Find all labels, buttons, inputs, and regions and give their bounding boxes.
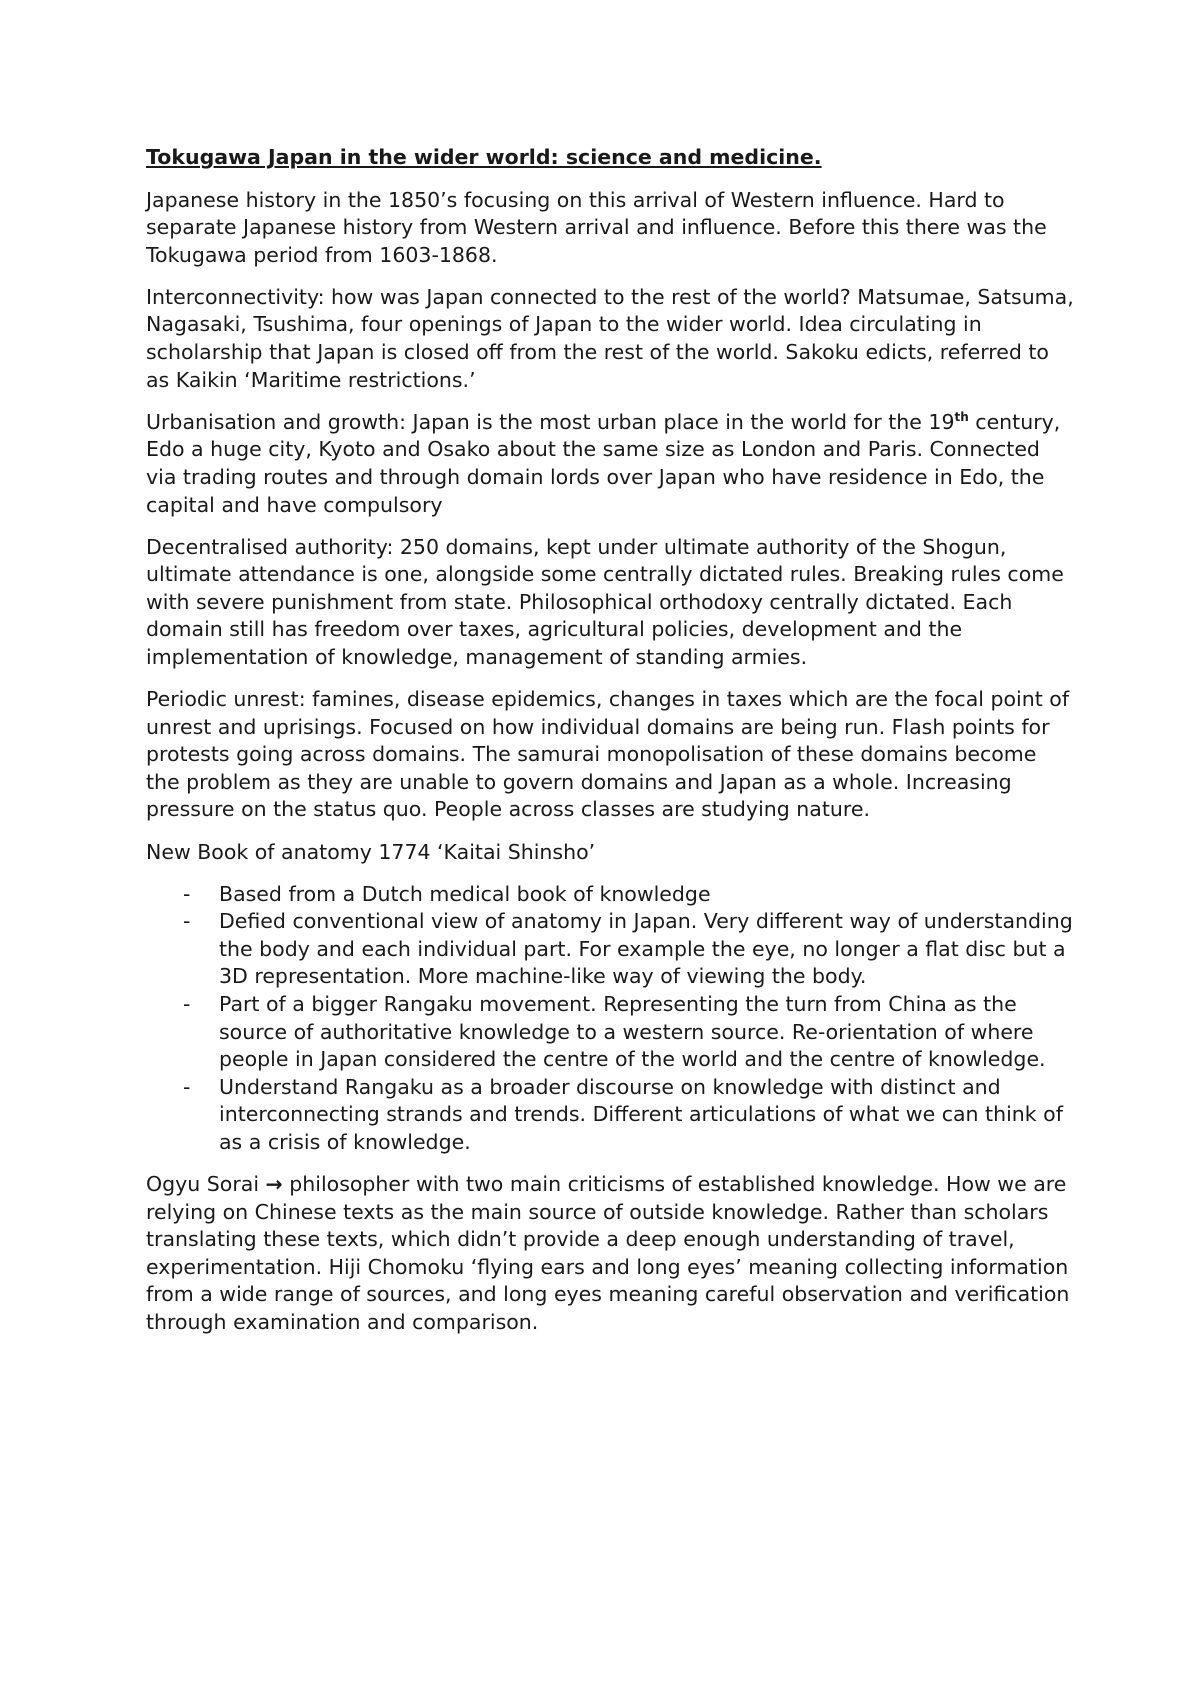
paragraph-interconnectivity: Interconnectivity: how was Japan connected to the rest of the world? Matsumae, Satsuma, Nagasaki, Tsushima, four openings of Japan to the wider world. Idea circulating in scholarship that Japan is closed off from the rest of the world. Sakoku edicts, referred to as Kaikin ‘Maritime restrictions.’ bbox=[146, 284, 1074, 392]
list-item-text: Part of a bigger Rangaku movement. Representing the turn from China as the source of authoritative knowledge to a western source. Re-orientation of where people in Japan considered the centre of the world and the centre of knowledge. bbox=[219, 992, 1046, 1072]
paragraph-urbanisation-text-start: Urbanisation and growth: Japan is the most urban place in the world for the 19 bbox=[146, 409, 955, 434]
list-item bbox=[146, 908, 1076, 991]
dash-bullet: - bbox=[183, 909, 191, 934]
paragraph-urbanisation bbox=[146, 409, 1076, 519]
right-arrow-icon: → bbox=[265, 1172, 283, 1197]
paragraph-periodic-unrest: Periodic unrest: famines, disease epidemics, changes in taxes which are the focal point of unrest and uprisings. Focused on how individual domains are being run. Flash points for protests going across domains. The samurai monopolisation of these domains become the problem as they are unable to govern domains and Japan as a whole. Increasing pressure on the status quo. People across classes are studying nature. bbox=[146, 687, 1070, 822]
dash-bullet: - bbox=[183, 992, 191, 1017]
list-item-text: Understand Rangaku as a broader discourse on knowledge with distinct and interconnecting strands and trends. Different articulations of what we can think of as a crisis of knowledge. bbox=[219, 1074, 1063, 1154]
paragraph-ogyu-sorai-text-start: Ogyu Sorai bbox=[146, 1172, 266, 1197]
list-item-text: Defied conventional view of anatomy in Japan. Very different way of understanding the body and each individual part. For example the eye, no longer a flat disc but a 3D representation. More machine-like way of viewing the body. bbox=[219, 909, 1073, 989]
paragraph-urbanisation-text-end: century, Edo a huge city, Kyoto and Osako about the same size as London and Paris. Connected via trading routes and through domain lords over Japan who have residence in Edo, the capital and have compulsory bbox=[146, 409, 1061, 517]
list-item bbox=[146, 881, 1076, 909]
paragraph-decentralised-authority: Decentralised authority: 250 domains, kept under ultimate authority of the Shogun, ultimate attendance is one, alongside some centrally dictated rules. Breaking rules come with severe punishment from state. Philosophical orthodoxy centrally dictated. Each domain still has freedom over taxes, agricultural policies, development and the implementation of knowledge, management of standing armies. bbox=[146, 534, 1064, 669]
document-title: Tokugawa Japan in the wider world: science and medicine. bbox=[146, 145, 822, 169]
dash-bullet: - bbox=[183, 1074, 191, 1099]
paragraph-ogyu-sorai bbox=[146, 1171, 1076, 1337]
list-item-text: Based from a Dutch medical book of knowledge bbox=[219, 881, 711, 906]
bullet-list bbox=[146, 881, 1076, 1157]
paragraph-anatomy-book: New Book of anatomy 1774 ‘Kaitai Shinsho’ bbox=[146, 839, 596, 864]
dash-bullet: - bbox=[183, 881, 191, 906]
list-item bbox=[146, 991, 1076, 1074]
document-page bbox=[146, 144, 1076, 1351]
paragraph-western-influence: Japanese history in the 1850’s focusing on this arrival of Western influence. Hard to separate Japanese history from Western arrival and influence. Before this there was the Tokugawa period from 1603-1868. bbox=[146, 187, 1047, 267]
ordinal-superscript: th bbox=[954, 409, 969, 424]
paragraph-ogyu-sorai-text-end: philosopher with two main criticisms of established knowledge. How we are relying on Chinese texts as the main source of outside knowledge. Rather than scholars translating these texts, which didn’t provide a deep enough understanding of travel, experimentation. Hiji Chomoku ‘flying ears and long eyes’ meaning collecting information from a wide range of sources, and long eyes meaning careful observation and verification through examination and comparison. bbox=[146, 1172, 1070, 1335]
list-item bbox=[146, 1074, 1076, 1157]
